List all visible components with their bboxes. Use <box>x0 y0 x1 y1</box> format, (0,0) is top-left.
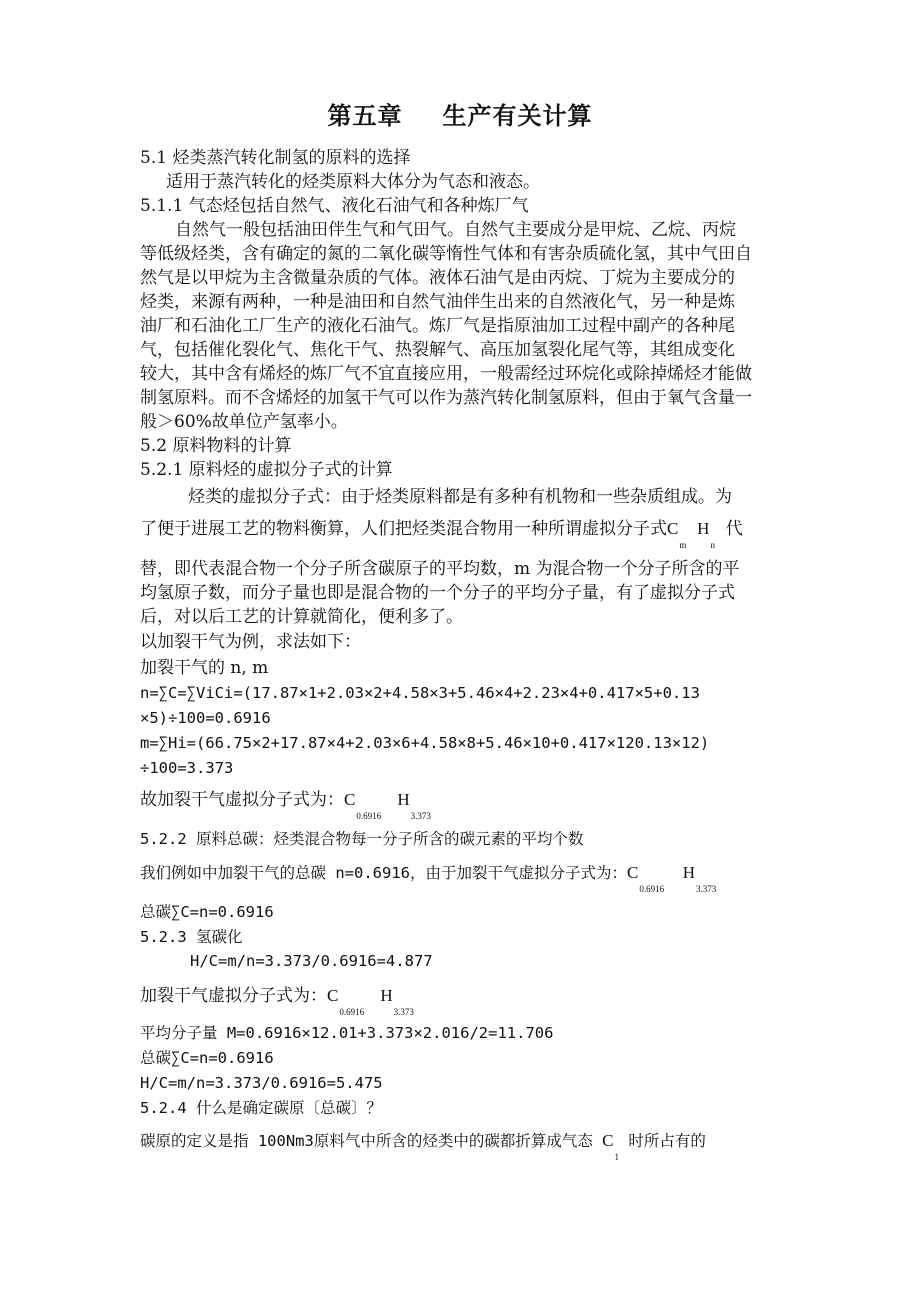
paragraph-line: 制氢原料。而不含烯烃的加氢干气可以作为蒸汽转化制氢原料，但由于氧气含量一 <box>140 388 752 408</box>
carbon-subscript: 0.6916 <box>356 811 382 821</box>
paragraph-text: 了便于进展工艺的物料衡算，人们把烃类混合物用一种所谓虚拟分子式 <box>140 519 667 539</box>
virtual-molecular-formula <box>327 984 414 1017</box>
hc-ratio-line: H/C=m/n=3.373/0.6916=5.475 <box>140 1074 383 1092</box>
hydrogen-subscript: 3.373 <box>393 1007 414 1017</box>
carbon-subscript: 0.6916 <box>339 1007 365 1017</box>
total-carbon-line: 总碳∑C=n=0.6916 <box>140 1049 274 1067</box>
paragraph-line: 烃类，来源有两种，一种是油田和自然气油伴生出来的自然液化气，另一种是炼 <box>140 292 735 312</box>
paragraph-text: 我们例如中加裂干气的总碳 n=0.6916，由于加裂干气虚拟分子式为： <box>140 864 627 882</box>
section-5-2-2-heading: 5.2.2 原料总碳：烃类混合物每一分子所含的碳元素的平均个数 <box>140 830 584 848</box>
paragraph-line: 烃类的虚拟分子式：由于烃类原料都是有多种有机物和一些杂质组成。为 <box>188 487 732 507</box>
paragraph-text: 代 <box>725 519 743 539</box>
paragraph-line: 替，即代表混合物一个分子所含碳原子的平均数，m 为混合物一个分子所含的平 <box>140 559 740 579</box>
chapter-title <box>0 96 920 131</box>
carbon-definition-line <box>140 1129 706 1162</box>
carbon-subscript: 1 <box>614 1152 620 1162</box>
c1-formula <box>602 1129 620 1162</box>
virtual-formula-line <box>140 861 717 894</box>
carbon-symbol: C <box>602 1131 614 1150</box>
paragraph-line: 油厂和石油化工厂生产的液化石油气。炼厂气是指原油加工过程中副产的各种尾 <box>140 316 735 336</box>
carbon-symbol: C <box>344 790 356 809</box>
virtual-molecular-formula <box>627 861 717 894</box>
section-5-2-1-heading: 5.2.1 原料烃的虚拟分子式的计算 <box>140 460 393 480</box>
hydrogen-symbol: H <box>682 863 696 882</box>
chapter-number: 第五章 <box>327 102 403 130</box>
generic-molecular-formula <box>667 517 715 550</box>
carbon-subscript: m <box>679 540 687 550</box>
hydrogen-symbol: H <box>397 790 410 809</box>
carbon-symbol: C <box>667 519 679 538</box>
paragraph-line: 等低级烃类，含有确定的氮的二氧化碳等惰性气体和有害杂质硫化氢，其中气田自 <box>140 244 752 264</box>
hydrogen-subscript: 3.373 <box>696 884 717 894</box>
molecular-weight-line: 平均分子量 M=0.6916×12.01+3.373×2.016/2=11.706 <box>140 1024 554 1042</box>
carbon-symbol: C <box>627 863 639 882</box>
paragraph-line: 较大，其中含有烯烃的炼厂气不宜直接应用，一般需经过环烷化或除掉烯烃才能做 <box>140 364 752 384</box>
formula-n-line: ×5)÷100=0.6916 <box>140 709 271 727</box>
chapter-name: 生产有关计算 <box>442 102 593 130</box>
virtual-formula-line <box>140 788 431 821</box>
carbon-subscript: 0.6916 <box>639 884 665 894</box>
section-5-1-heading: 5.1 烃类蒸汽转化制氢的原料的选择 <box>140 148 411 168</box>
hc-ratio-line: H/C=m/n=3.373/0.6916=4.877 <box>190 952 433 970</box>
paragraph-text: 故加裂干气虚拟分子式为： <box>140 790 344 810</box>
hydrogen-subscript: n <box>710 540 715 550</box>
paragraph-text: 时所占有的 <box>628 1132 706 1150</box>
carbon-symbol: C <box>327 986 339 1005</box>
paragraph-line-with-formula <box>140 517 743 550</box>
section-5-1-intro: 适用于蒸汽转化的烃类原料大体分为气态和液态。 <box>166 172 540 192</box>
paragraph-line: 自然气一般包括油田伴生气和气田气。自然气主要成分是甲烷、乙烷、丙烷 <box>175 220 736 240</box>
hydrogen-symbol: H <box>380 986 393 1005</box>
paragraph-line: 气，包括催化裂化气、焦化干气、热裂解气、高压加氢裂化尾气等，其组成变化 <box>140 340 735 360</box>
example-subtitle: 加裂干气的 n, m <box>140 658 269 678</box>
paragraph-line: 均氢原子数，而分子量也即是混合物的一个分子的平均分子量，有了虚拟分子式 <box>140 583 735 603</box>
formula-m-line: ÷100=3.373 <box>140 759 234 777</box>
section-5-2-3-heading: 5.2.3 氢碳化 <box>140 928 243 946</box>
section-5-2-heading: 5.2 原料物料的计算 <box>140 436 292 456</box>
hydrogen-symbol: H <box>697 519 710 538</box>
formula-m-line: m=∑Hi=(66.75×2+17.87×4+2.03×6+4.58×8+5.46×10+0.417×120.13×12) <box>140 734 710 752</box>
example-intro: 以加裂干气为例，求法如下： <box>140 632 361 652</box>
formula-n-line: n=∑C=∑ViCi=(17.87×1+2.03×2+4.58×3+5.46×4+2.23×4+0.417×5+0.13 <box>140 684 700 702</box>
virtual-formula-line <box>140 984 414 1017</box>
paragraph-text: 加裂干气虚拟分子式为： <box>140 986 327 1006</box>
section-5-1-1-heading: 5.1.1 气态烃包括自然气、液化石油气和各种炼厂气 <box>140 196 529 216</box>
paragraph-line: 般＞60%故单位产氢率小。 <box>140 412 348 432</box>
paragraph-line: 然气是以甲烷为主含微量杂质的气体。液体石油气是由丙烷、丁烷为主要成分的 <box>140 268 735 288</box>
paragraph-line: 后，对以后工艺的计算就简化，便利多了。 <box>140 607 463 627</box>
total-carbon-line: 总碳∑C=n=0.6916 <box>140 903 274 921</box>
paragraph-text: 碳原的定义是指 100Nm3原料气中所含的烃类中的碳都折算成气态 <box>140 1132 593 1150</box>
section-5-2-4-heading: 5.2.4 什么是确定碳原〔总碳〕？ <box>140 1099 382 1117</box>
virtual-molecular-formula <box>344 788 431 821</box>
hydrogen-subscript: 3.373 <box>410 811 431 821</box>
